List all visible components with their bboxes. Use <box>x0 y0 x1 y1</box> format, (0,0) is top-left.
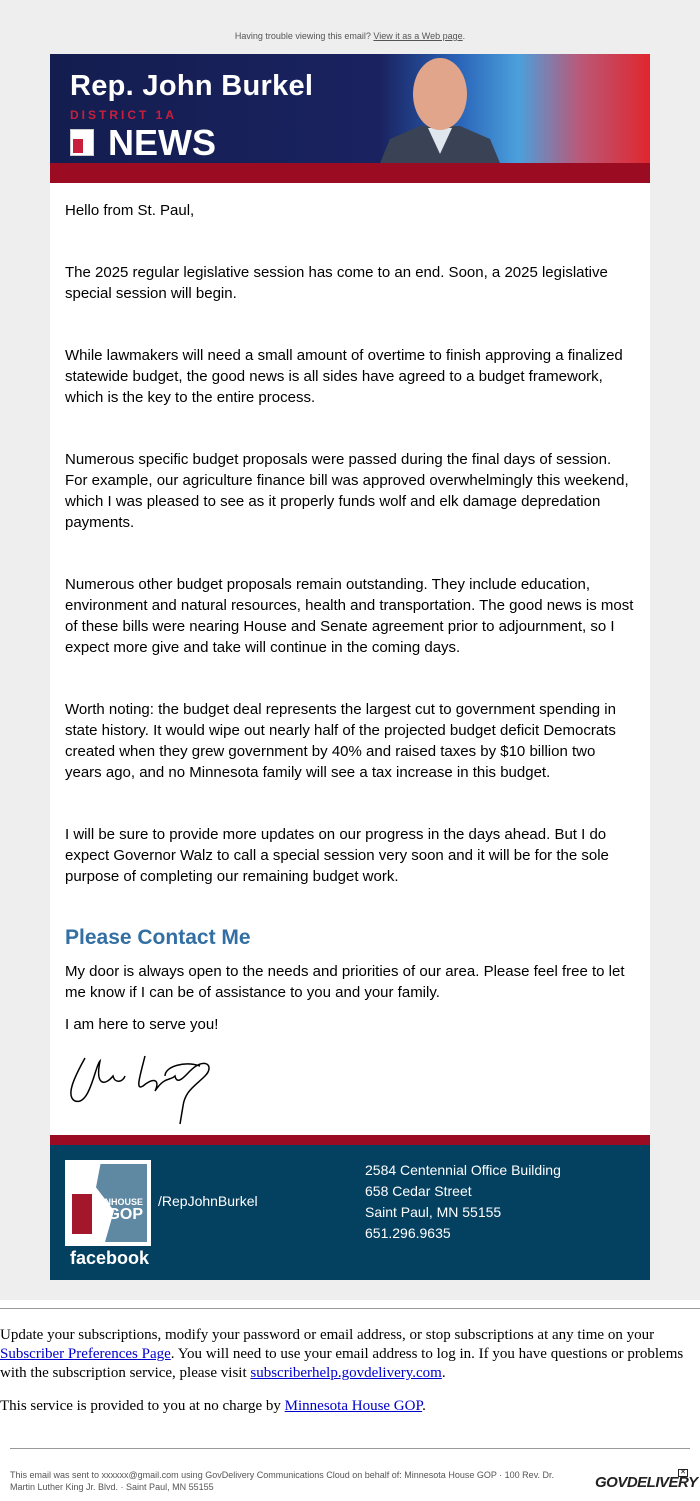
contact-footer <box>50 1145 650 1280</box>
greeting: Hello from St. Paul, <box>65 202 195 219</box>
closing: I am here to serve you! <box>65 1016 219 1033</box>
footer-red-band <box>50 1135 650 1145</box>
preheader: Having trouble viewing this email? View it as a Web page. <box>234 31 466 41</box>
govdelivery-logo[interactable]: GOVDELIVERY <box>595 1474 698 1491</box>
view-web-page-link[interactable]: View it as a Web page <box>373 31 463 41</box>
gop-logo-icon <box>70 129 94 156</box>
subscription-info: Update your subscriptions, modify your password or email address, or stop subscriptions at any time on your Subscriber Preferences Page. You will need to use your email address to log in. If you have questions or problems with the subscription service, please visit subscriberhelp.govdelivery.com. This service is provided to you at no charge by Minnesota House GOP. <box>0 1327 684 1414</box>
paragraph: Worth noting: the budget deal represents the largest cut to government spending in state history. It would wipe out nearly half of the projected budget deficit Democrats created when they grew government by 40% and raised taxes by $10 billion two years ago, and no Minnesota family will see a tax increase in this budget. <box>65 701 616 781</box>
subscriber-preferences-link[interactable]: Subscriber Preferences Page <box>0 1346 171 1362</box>
banner-red-band <box>50 163 650 183</box>
paragraph: Numerous specific budget proposals were passed during the final days of session. For example, our agriculture finance bill was approved overwhelmingly this weekend, which I was pleased to see as it properly funds wolf and elk damage depredation payments. <box>65 451 629 531</box>
facebook-logo[interactable]: facebook <box>70 1248 150 1268</box>
office-address: 2584 Centennial Office Building 658 Cedar Street Saint Paul, MN 55155 651.296.9635 <box>365 1160 561 1244</box>
paragraph: While lawmakers will need a small amount of overtime to finish approving a finalized statewide budget, the good news is all sides have agreed to a budget framework, which is the key to the entire process. <box>65 347 623 406</box>
minnesota-house-gop-link[interactable]: Minnesota House GOP <box>284 1398 423 1414</box>
contact-text: My door is always open to the needs and priorities of our area. Please feel free to let me know if I can be of assistance to you and your family. <box>65 963 625 1001</box>
header-banner <box>50 54 650 183</box>
mn-house-gop-logo[interactable]: MNHOUSE GOP <box>65 1160 151 1246</box>
paragraph: I will be sure to provide more updates on our progress in the days ahead. But I do expect Governor Walz to call a special session very soon and it will be for the sole purpose of completing our remaining budget work. <box>65 826 609 885</box>
banner-news: NEWS <box>108 122 216 163</box>
banner-district: DISTRICT 1A <box>70 108 178 122</box>
envelope-icon: ✕ <box>678 1469 688 1477</box>
paragraph: The 2025 regular legislative session has come to an end. Soon, a 2025 legislative special session will begin. <box>65 264 608 302</box>
paragraph: Numerous other budget proposals remain outstanding. They include education, environment and natural resources, health and transportation. The good news is most of these bills were nearing House and Senate agreement prior to adjournment, so I expect more give and take will continue in the coming days. <box>65 576 634 656</box>
subscriber-help-link[interactable]: subscriberhelp.govdelivery.com <box>250 1365 442 1381</box>
divider <box>0 1308 700 1309</box>
email-body <box>50 183 650 1135</box>
phone-number: 651.296.9635 <box>365 1225 451 1241</box>
banner-name: Rep. John Burkel <box>70 70 314 102</box>
divider <box>10 1448 690 1449</box>
legal-text: This email was sent to xxxxxx@gmail.com using GovDelivery Communications Cloud on behalf of: Minnesota House GOP · 100 Rev. Dr. Martin Luther King Jr. Blvd. · Saint Paul, MN 55155 <box>10 1470 555 1492</box>
signature <box>65 1046 225 1126</box>
representative-photo <box>380 54 500 163</box>
contact-heading: Please Contact Me <box>65 926 251 949</box>
facebook-handle[interactable]: /RepJohnBurkel <box>158 1193 258 1209</box>
